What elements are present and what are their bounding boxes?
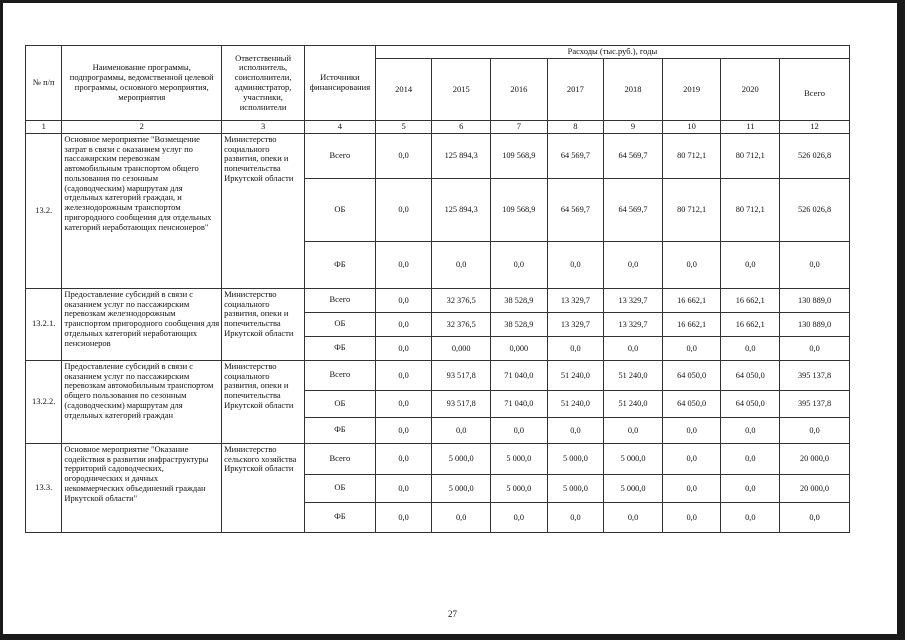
funding-source: ФБ bbox=[305, 417, 376, 443]
value-cell: 0,0 bbox=[375, 417, 432, 443]
value-cell: 0,0 bbox=[604, 241, 663, 288]
value-cell: 0,0 bbox=[375, 178, 432, 241]
funding-source: ФБ bbox=[305, 502, 376, 532]
value-cell: 13 329,7 bbox=[604, 312, 663, 336]
value-cell: 64 050,0 bbox=[662, 360, 721, 390]
value-cell: 51 240,0 bbox=[547, 390, 604, 417]
value-cell: 5 000,0 bbox=[432, 474, 491, 502]
value-cell: 13 329,7 bbox=[547, 312, 604, 336]
value-cell: 0,0 bbox=[491, 502, 548, 532]
value-cell: 51 240,0 bbox=[604, 360, 663, 390]
value-cell: 0,0 bbox=[662, 474, 721, 502]
value-cell: 0,0 bbox=[662, 502, 721, 532]
funding-source: ОБ bbox=[305, 312, 376, 336]
value-cell: 125 894,3 bbox=[432, 133, 491, 178]
value-cell: 38 528,9 bbox=[491, 288, 548, 312]
total-cell: 130 889,0 bbox=[780, 312, 850, 336]
index-cell: 8 bbox=[547, 121, 604, 134]
value-cell: 0,0 bbox=[547, 241, 604, 288]
index-cell: 6 bbox=[432, 121, 491, 134]
funding-source: ОБ bbox=[305, 178, 376, 241]
value-cell: 109 568,9 bbox=[491, 133, 548, 178]
index-cell: 12 bbox=[780, 121, 850, 134]
funding-source: ОБ bbox=[305, 390, 376, 417]
page-number: 27 bbox=[448, 609, 457, 619]
total-cell: 20 000,0 bbox=[780, 474, 850, 502]
value-cell: 64 050,0 bbox=[662, 390, 721, 417]
value-cell: 0,0 bbox=[604, 336, 663, 360]
value-cell: 38 528,9 bbox=[491, 312, 548, 336]
row-number: 13.2.2. bbox=[26, 360, 62, 443]
value-cell: 5 000,0 bbox=[604, 443, 663, 474]
program-name: Основное мероприятие "Оказание содействия в развитии инфраструктуры территорий садоводческих, огороднических и дачных некоммерческих объединений граждан Иркутской области" bbox=[62, 443, 222, 532]
value-cell: 32 376,5 bbox=[432, 288, 491, 312]
index-cell: 3 bbox=[222, 121, 305, 134]
scan-border-bottom bbox=[0, 634, 905, 640]
header-program-name: Наименование программы, подпрограммы, ведомственной целевой программы, основного мероприятия, мероприятия bbox=[62, 46, 222, 121]
value-cell: 0,0 bbox=[375, 390, 432, 417]
value-cell: 64 569,7 bbox=[604, 178, 663, 241]
row-number: 13.3. bbox=[26, 443, 62, 532]
scan-border-right bbox=[897, 0, 905, 640]
value-cell: 0,0 bbox=[662, 443, 721, 474]
value-cell: 0,0 bbox=[662, 417, 721, 443]
value-cell: 0,0 bbox=[721, 502, 780, 532]
funding-source: Всего bbox=[305, 288, 376, 312]
header-responsible: Ответственный исполнитель, соисполнители, администратор, участники, исполнители bbox=[222, 46, 305, 121]
value-cell: 0,0 bbox=[547, 417, 604, 443]
header-year: 2014 bbox=[375, 59, 432, 121]
funding-source: ФБ bbox=[305, 336, 376, 360]
value-cell: 0,000 bbox=[432, 336, 491, 360]
scan-border-left bbox=[0, 0, 3, 640]
funding-source: Всего bbox=[305, 443, 376, 474]
budget-table bbox=[25, 45, 850, 533]
header-year: 2017 bbox=[547, 59, 604, 121]
value-cell: 64 569,7 bbox=[604, 133, 663, 178]
value-cell: 0,0 bbox=[547, 336, 604, 360]
value-cell: 0,0 bbox=[432, 241, 491, 288]
value-cell: 0,0 bbox=[604, 502, 663, 532]
funding-source: ФБ bbox=[305, 241, 376, 288]
program-name: Основное мероприятие "Возмещение затрат в связи с оказанием услуг по пассажирским перевозкам автомобильным транспортом общего пользования по сезонным (садоводческим) маршрутам для отдельных категорий граждан, и железнодорожным транспортом пригородного сообщения для отдельных категорий неработающих пенсионеров" bbox=[62, 133, 222, 288]
value-cell: 0,0 bbox=[721, 417, 780, 443]
section-13-2 bbox=[26, 133, 850, 288]
program-name: Предоставление субсидий в связи с оказанием услуг по пассажирским перевозкам автомобильным транспортом общего пользования по сезонным (садоводческим) маршрутам для отдельных категорий граждан bbox=[62, 360, 222, 443]
index-cell: 10 bbox=[662, 121, 721, 134]
value-cell: 0,0 bbox=[432, 502, 491, 532]
value-cell: 93 517,8 bbox=[432, 360, 491, 390]
value-cell: 5 000,0 bbox=[491, 443, 548, 474]
value-cell: 0,0 bbox=[375, 336, 432, 360]
value-cell: 32 376,5 bbox=[432, 312, 491, 336]
value-cell: 5 000,0 bbox=[547, 443, 604, 474]
total-cell: 395 137,8 bbox=[780, 390, 850, 417]
value-cell: 80 712,1 bbox=[662, 178, 721, 241]
header-year: 2016 bbox=[491, 59, 548, 121]
value-cell: 0,0 bbox=[375, 443, 432, 474]
table-row bbox=[26, 360, 850, 390]
header-num: № п/п bbox=[26, 46, 62, 121]
value-cell: 0,0 bbox=[662, 241, 721, 288]
value-cell: 64 050,0 bbox=[721, 390, 780, 417]
value-cell: 51 240,0 bbox=[547, 360, 604, 390]
value-cell: 5 000,0 bbox=[547, 474, 604, 502]
table-row bbox=[26, 288, 850, 312]
value-cell: 80 712,1 bbox=[662, 133, 721, 178]
value-cell: 109 568,9 bbox=[491, 178, 548, 241]
section-13-2-2 bbox=[26, 360, 850, 443]
table-row bbox=[26, 443, 850, 474]
value-cell: 13 329,7 bbox=[604, 288, 663, 312]
index-row bbox=[26, 121, 850, 134]
value-cell: 0,0 bbox=[547, 502, 604, 532]
header-year: 2019 bbox=[662, 59, 721, 121]
scan-border-top bbox=[0, 0, 905, 3]
total-cell: 526 026,8 bbox=[780, 178, 850, 241]
value-cell: 0,0 bbox=[491, 417, 548, 443]
value-cell: 16 662,1 bbox=[721, 288, 780, 312]
funding-source: Всего bbox=[305, 133, 376, 178]
value-cell: 93 517,8 bbox=[432, 390, 491, 417]
value-cell: 0,0 bbox=[721, 336, 780, 360]
total-cell: 0,0 bbox=[780, 417, 850, 443]
value-cell: 125 894,3 bbox=[432, 178, 491, 241]
value-cell: 16 662,1 bbox=[662, 312, 721, 336]
program-name: Предоставление субсидий в связи с оказанием услуг по пассажирским перевозкам железнодорожным транспортом пригородного сообщения для отдельных категорий неработающих пенсионеров bbox=[62, 288, 222, 360]
total-cell: 0,0 bbox=[780, 336, 850, 360]
value-cell: 80 712,1 bbox=[721, 178, 780, 241]
section-13-2-1 bbox=[26, 288, 850, 360]
value-cell: 0,0 bbox=[432, 417, 491, 443]
row-number: 13.2. bbox=[26, 133, 62, 288]
value-cell: 0,0 bbox=[375, 502, 432, 532]
value-cell: 16 662,1 bbox=[662, 288, 721, 312]
value-cell: 5 000,0 bbox=[604, 474, 663, 502]
index-cell: 5 bbox=[375, 121, 432, 134]
value-cell: 0,0 bbox=[721, 443, 780, 474]
header-expenses: Расходы (тыс.руб.), годы bbox=[375, 46, 849, 59]
table-row bbox=[26, 133, 850, 178]
header-funding-source: Источники финансирования bbox=[305, 46, 376, 121]
total-cell: 395 137,8 bbox=[780, 360, 850, 390]
responsible-executor: Министерство сельского хозяйства Иркутской области bbox=[222, 443, 305, 532]
total-cell: 20 000,0 bbox=[780, 443, 850, 474]
funding-source: ОБ bbox=[305, 474, 376, 502]
value-cell: 5 000,0 bbox=[432, 443, 491, 474]
value-cell: 0,0 bbox=[491, 241, 548, 288]
value-cell: 0,0 bbox=[662, 336, 721, 360]
value-cell: 5 000,0 bbox=[491, 474, 548, 502]
header-year: 2020 bbox=[721, 59, 780, 121]
total-cell: 0,0 bbox=[780, 241, 850, 288]
value-cell: 64 569,7 bbox=[547, 133, 604, 178]
value-cell: 0,0 bbox=[721, 241, 780, 288]
index-cell: 7 bbox=[491, 121, 548, 134]
total-cell: 130 889,0 bbox=[780, 288, 850, 312]
header-total: Всего bbox=[780, 59, 850, 121]
value-cell: 0,0 bbox=[375, 312, 432, 336]
index-cell: 9 bbox=[604, 121, 663, 134]
header-year: 2015 bbox=[432, 59, 491, 121]
row-number: 13.2.1. bbox=[26, 288, 62, 360]
value-cell: 80 712,1 bbox=[721, 133, 780, 178]
value-cell: 0,000 bbox=[491, 336, 548, 360]
value-cell: 64 050,0 bbox=[721, 360, 780, 390]
value-cell: 0,0 bbox=[721, 474, 780, 502]
value-cell: 16 662,1 bbox=[721, 312, 780, 336]
responsible-executor: Министерство социального развития, опеки и попечительства Иркутской области bbox=[222, 133, 305, 288]
value-cell: 64 569,7 bbox=[547, 178, 604, 241]
value-cell: 13 329,7 bbox=[547, 288, 604, 312]
index-cell: 2 bbox=[62, 121, 222, 134]
section-13-3 bbox=[26, 443, 850, 532]
total-cell: 526 026,8 bbox=[780, 133, 850, 178]
responsible-executor: Министерство социального развития, опеки и попечительства Иркутской области bbox=[222, 288, 305, 360]
index-cell: 1 bbox=[26, 121, 62, 134]
value-cell: 0,0 bbox=[375, 133, 432, 178]
value-cell: 71 040,0 bbox=[491, 390, 548, 417]
responsible-executor: Министерство социального развития, опеки и попечительства Иркутской области bbox=[222, 360, 305, 443]
value-cell: 0,0 bbox=[375, 288, 432, 312]
value-cell: 0,0 bbox=[375, 241, 432, 288]
index-cell: 4 bbox=[305, 121, 376, 134]
header-year: 2018 bbox=[604, 59, 663, 121]
value-cell: 0,0 bbox=[375, 360, 432, 390]
total-cell: 0,0 bbox=[780, 502, 850, 532]
value-cell: 51 240,0 bbox=[604, 390, 663, 417]
value-cell: 0,0 bbox=[604, 417, 663, 443]
index-cell: 11 bbox=[721, 121, 780, 134]
value-cell: 0,0 bbox=[375, 474, 432, 502]
funding-source: Всего bbox=[305, 360, 376, 390]
value-cell: 71 040,0 bbox=[491, 360, 548, 390]
